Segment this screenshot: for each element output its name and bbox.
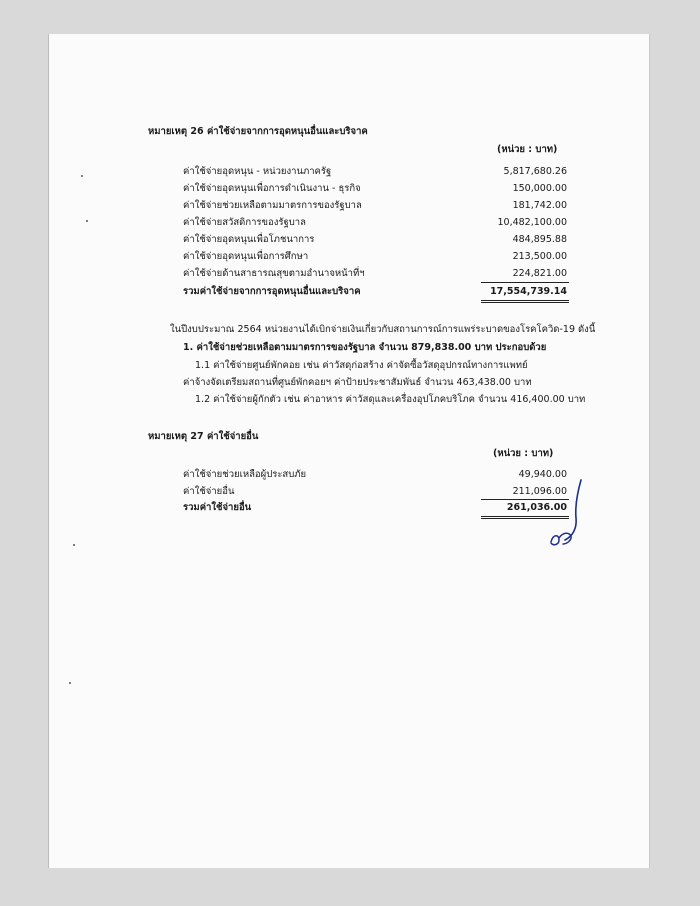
note27-item-amount: 211,096.00	[512, 486, 567, 497]
scan-speck	[69, 682, 71, 684]
note26-unit: (หน่วย : บาท)	[497, 144, 558, 155]
note26-item-amount: 10,482,100.00	[497, 217, 567, 228]
subtotal-line	[481, 282, 569, 283]
note26-item-amount: 484,895.88	[512, 234, 567, 245]
note26-total-amount: 17,554,739.14	[490, 286, 567, 297]
note27-total-label: รวมค่าใช้จ่ายอื่น	[183, 502, 252, 513]
note26-item-label: ค่าใช้จ่ายอุดหนุนเพื่อการดำเนินงาน - ธุรกิจ	[183, 183, 361, 194]
note27-item-amount: 49,940.00	[518, 469, 567, 480]
covid-item-1-1-continued: ค่าจ้างจัดเตรียมสถานที่ศูนย์พักคอยฯ ค่าป้ายประชาสัมพันธ์ จำนวน 463,438.00 บาท	[183, 377, 532, 388]
covid-intro: ในปีงบประมาณ 2564 หน่วยงานได้เบิกจ่ายเงินเกี่ยวกับสถานการณ์การแพร่ระบาดของโรคโควิด-19 ดังนี้	[170, 324, 596, 335]
note27-item-label: ค่าใช้จ่ายอื่น	[183, 486, 235, 497]
covid-item-1-1: 1.1 ค่าใช้จ่ายศูนย์พักคอย เช่น ค่าวัสดุก่อสร้าง ค่าจัดซื้อวัสดุอุปกรณ์ทางการแพทย์	[195, 360, 528, 371]
scan-speck	[86, 220, 88, 222]
scan-speck	[81, 175, 83, 177]
note26-item-label: ค่าใช้จ่ายอุดหนุนเพื่อการศึกษา	[183, 251, 309, 262]
scan-speck	[73, 544, 75, 546]
note26-item-label: ค่าใช้จ่ายด้านสาธารณสุขตามอำนาจหน้าที่ฯ	[183, 268, 365, 279]
note26-item-amount: 5,817,680.26	[503, 166, 567, 177]
note27-total-amount: 261,036.00	[506, 502, 567, 513]
note26-item-amount: 224,821.00	[512, 268, 567, 279]
document-page	[48, 34, 650, 868]
note26-item-label: ค่าใช้จ่ายช่วยเหลือตามมาตรการของรัฐบาล	[183, 200, 362, 211]
note26-item-amount: 213,500.00	[512, 251, 567, 262]
note26-item-label: ค่าใช้จ่ายอุดหนุนเพื่อโภชนาการ	[183, 234, 315, 245]
note26-item-amount: 150,000.00	[512, 183, 567, 194]
note26-item-label: ค่าใช้จ่ายอุดหนุน - หน่วยงานภาครัฐ	[183, 166, 332, 177]
note26-total-label: รวมค่าใช้จ่ายจากการอุดหนุนอื่นและบริจาค	[183, 286, 361, 297]
total-double-line	[481, 302, 569, 303]
total-double-line	[481, 300, 569, 301]
note27-heading: หมายเหตุ 27 ค่าใช้จ่ายอื่น	[148, 431, 259, 442]
note27-unit: (หน่วย : บาท)	[493, 448, 554, 459]
covid-item-1-2: 1.2 ค่าใช้จ่ายผู้กักตัว เช่น ค่าอาหาร ค่าวัสดุและเครื่องอุปโภคบริโภค จำนวน 416,400.00 บาท	[195, 394, 586, 405]
note26-item-label: ค่าใช้จ่ายสวัสดิการของรัฐบาล	[183, 217, 306, 228]
note27-item-label: ค่าใช้จ่ายช่วยเหลือผู้ประสบภัย	[183, 469, 307, 480]
note26-item-amount: 181,742.00	[512, 200, 567, 211]
note26-heading: หมายเหตุ 26 ค่าใช้จ่ายจากการอุดหนุนอื่นและบริจาค	[148, 126, 368, 137]
handwritten-initials-mark	[529, 474, 589, 554]
covid-item-1: 1. ค่าใช้จ่ายช่วยเหลือตามมาตรการของรัฐบาล จำนวน 879,838.00 บาท ประกอบด้วย	[183, 342, 547, 353]
